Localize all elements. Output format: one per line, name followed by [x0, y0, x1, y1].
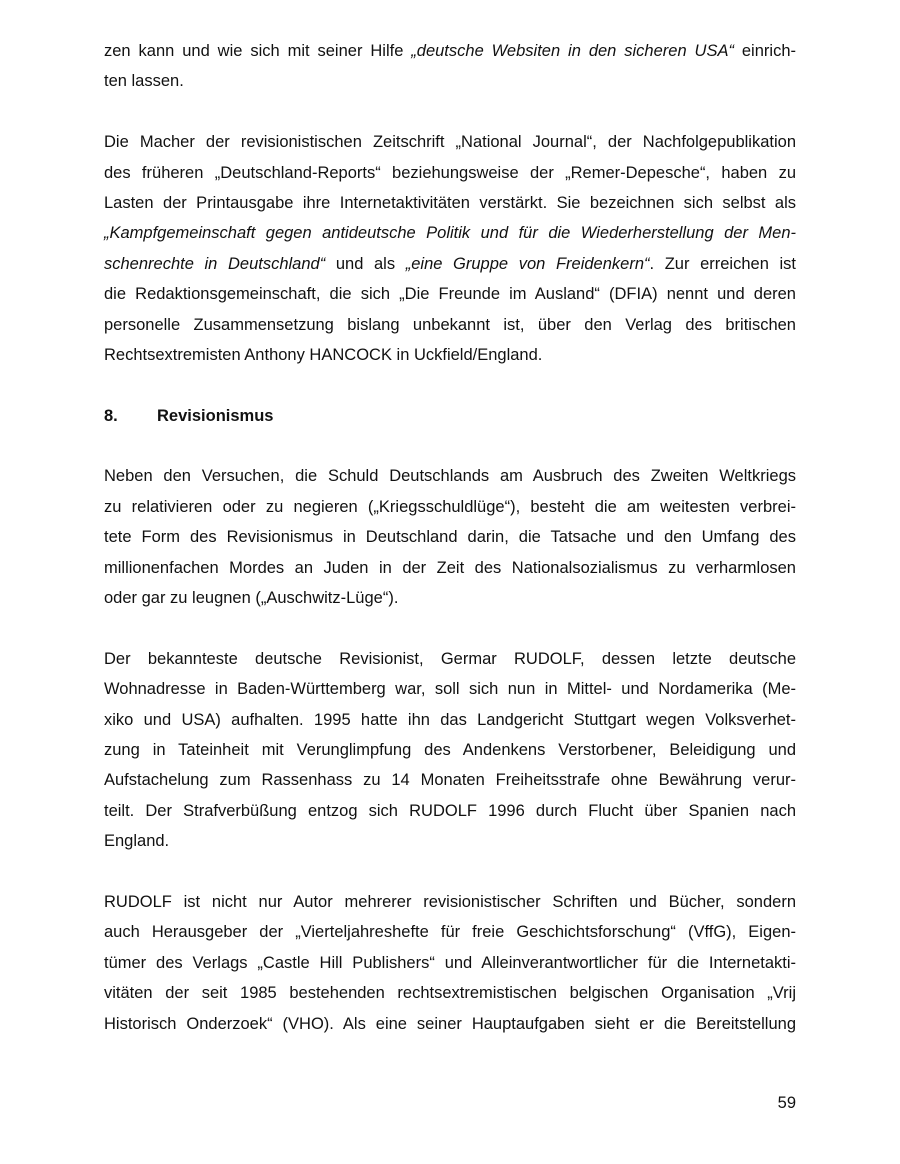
paragraph-national-journal	[104, 127, 796, 370]
text-line	[104, 36, 796, 66]
quote-italic: „Kampfgemeinschaft gegen antideutsche Politik und für die Wiederherstellung der Men-	[104, 224, 796, 243]
document-page	[104, 36, 796, 1039]
text-line: Der bekannteste deutsche Revisionist, Germar RUDOLF, dessen letzte deutsche	[104, 649, 796, 668]
section-number: 8.	[104, 406, 118, 425]
text-line: oder gar zu leugnen („Auschwitz-Lüge“).	[104, 589, 399, 608]
text-line: personelle Zusammensetzung bislang unbekannt ist, über den Verlag des britischen	[104, 315, 796, 334]
text-line: millionenfachen Mordes an Juden in der Zeit des Nationalsozialismus zu verharmlosen	[104, 558, 796, 577]
text-line: teilt. Der Strafverbüßung entzog sich RUDOLF 1996 durch Flucht über Spanien nach	[104, 801, 796, 820]
section-heading	[104, 401, 796, 431]
text-line	[104, 218, 796, 248]
text-line	[104, 249, 796, 279]
text-line: zung in Tateinheit mit Verunglimpfung des Andenkens Verstorbener, Beleidigung und	[104, 740, 796, 759]
quote-italic: „deutsche Websiten in den sicheren USA“	[411, 42, 734, 60]
page-number: 59	[777, 1094, 796, 1112]
paragraph-continuation	[104, 36, 796, 97]
paragraph-revisionism-intro	[104, 461, 796, 613]
section-title: Revisionismus	[157, 406, 274, 425]
text-line: des früheren „Deutschland-Reports“ beziehungsweise der „Remer-Depesche“, haben zu	[104, 163, 796, 182]
quote-italic: „eine Gruppe von Freidenkern“	[405, 254, 650, 273]
text-run: . Zur erreichen ist	[649, 254, 797, 273]
text-line: tete Form des Revisionismus in Deutschland darin, die Tatsache und den Umfang des	[104, 528, 796, 547]
text-line: xiko und USA) aufhalten. 1995 hatte ihn das Landgericht Stuttgart wegen Volksverhet-	[104, 710, 796, 729]
text-run: zen kann und wie sich mit seiner Hilfe	[104, 42, 412, 60]
text-line: Die Macher der revisionistischen Zeitschrift „National Journal“, der Nachfolgepublikation	[104, 133, 796, 152]
paragraph-rudolf	[104, 644, 796, 857]
text-line: Historisch Onderzoek“ (VHO). Als eine seiner Hauptaufgaben sieht er die Bereitstellung	[104, 1014, 796, 1033]
text-line: Neben den Versuchen, die Schuld Deutschlands am Ausbruch des Zweiten Weltkriegs	[104, 467, 796, 486]
paragraph-rudolf-publications	[104, 887, 796, 1039]
text-line: Wohnadresse in Baden-Württemberg war, soll sich nun in Mittel- und Nordamerika (Me-	[104, 680, 796, 699]
text-line: Lasten der Printausgabe ihre Internetaktivitäten verstärkt. Sie bezeichnen sich selbst als	[104, 193, 796, 212]
text-line: Rechtsextremisten Anthony HANCOCK in Uckfield/England.	[104, 345, 543, 364]
text-run: und als	[325, 254, 406, 273]
text-line: England.	[104, 832, 170, 851]
text-line: die Redaktionsgemeinschaft, die sich „Die Freunde im Ausland“ (DFIA) nennt und deren	[104, 285, 796, 304]
text-line: tümer des Verlags „Castle Hill Publishers“ und Alleinverantwortlicher für die Internetakti-	[104, 953, 796, 972]
text-line: Aufstachelung zum Rassenhass zu 14 Monaten Freiheitsstrafe ohne Bewährung verur-	[104, 771, 796, 790]
text-line: auch Herausgeber der „Vierteljahreshefte für freie Geschichtsforschung“ (VffG), Eigen-	[104, 923, 796, 942]
text-line: zu relativieren oder zu negieren („Kriegsschuldlüge“), besteht die am weitesten verbrei-	[104, 497, 796, 516]
quote-italic: schenrechte in Deutschland“	[104, 254, 326, 273]
text-line: ten lassen.	[104, 72, 184, 91]
text-line: vitäten der seit 1985 bestehenden rechtsextremistischen belgischen Organisation „Vrij	[104, 984, 796, 1003]
text-line: RUDOLF ist nicht nur Autor mehrerer revisionistischer Schriften und Bücher, sondern	[104, 892, 796, 911]
text-run: einrich-	[733, 42, 796, 60]
